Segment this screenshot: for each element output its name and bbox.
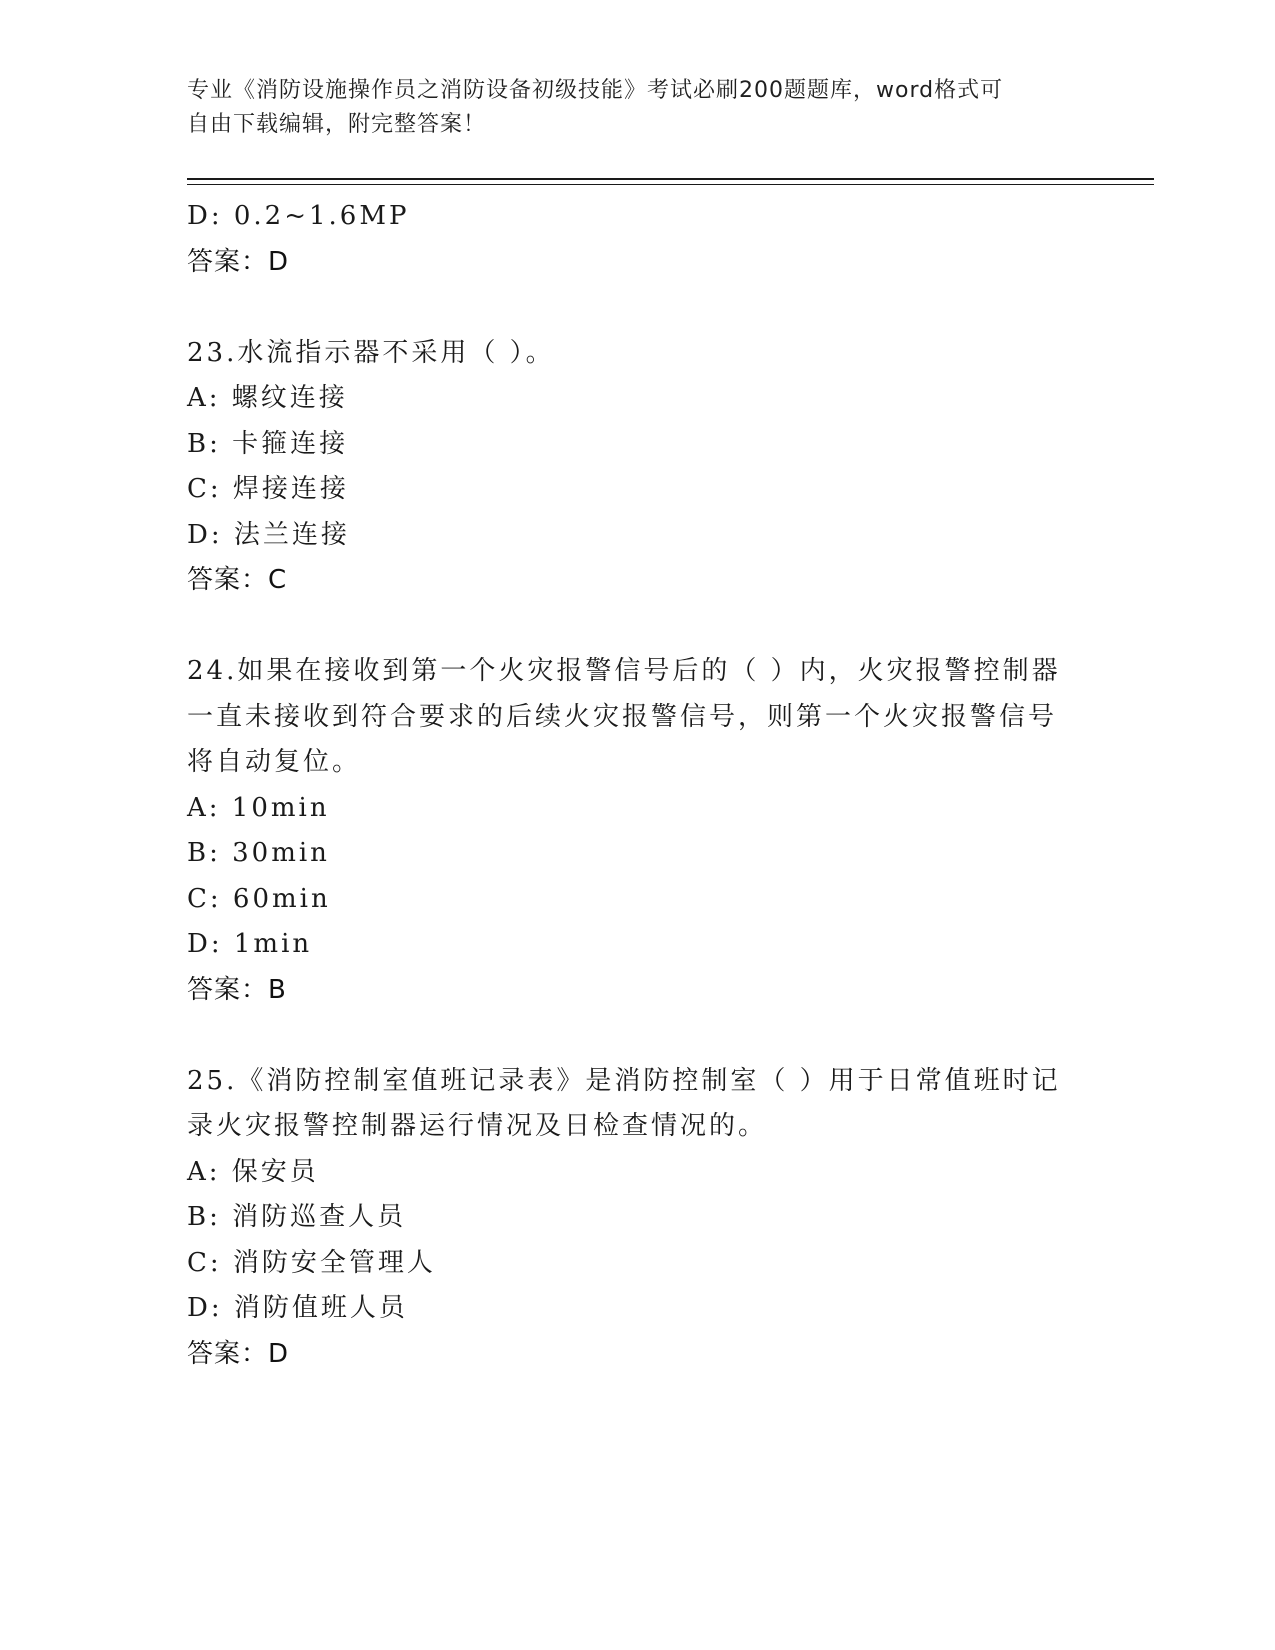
option-d: D: 法兰连接 [187,519,350,550]
question-list [187,194,1087,1377]
option-c: C: 消防安全管理人 [187,1247,436,1278]
question-23 [187,331,1087,604]
option-d: D: 0.2~1.6MP [187,201,410,231]
answer-label: 答案：C [187,565,288,595]
option-d: D: 1min [187,929,313,959]
question-stem: 23.水流指示器不采用（ ）。 [187,337,555,368]
option-c: C: 焊接连接 [187,474,349,504]
option-a: A: 保安员 [187,1156,319,1187]
option-b: B: 30min [187,838,330,868]
option-a: A: 10min [187,792,330,823]
answer-label: 答案：D [187,246,290,277]
question-stem-line-2: 一直未接收到符合要求的后续火灾报警信号，则第一个火灾报警信号 [187,701,1058,732]
question-stem-line-3: 将自动复位。 [187,747,362,777]
answer-label: 答案：B [187,974,287,1005]
question-stem-line-2: 录火灾报警控制器运行情况及日检查情况的。 [187,1111,768,1141]
question-25 [187,1059,1087,1378]
document-header [187,74,1087,142]
question-22 [187,194,1087,285]
header-line-2: 自由下载编辑，附完整答案！ [187,112,487,137]
question-stem-line-1: 24.如果在接收到第一个火灾报警信号后的（ ）内，火灾报警控制器 [187,656,1061,686]
spacer [187,1013,1087,1059]
header-divider-thin [187,184,1154,185]
option-a: A: 螺纹连接 [187,383,348,413]
option-b: B: 卡箍连接 [187,428,349,459]
header-line-1: 专业《消防设施操作员之消防设备初级技能》考试必刷200题题库，word格式可 [187,78,1004,103]
question-24 [187,649,1087,1013]
spacer [187,285,1087,331]
spacer [187,604,1087,650]
option-b: B: 消防巡查人员 [187,1202,407,1232]
question-stem-line-1: 25.《消防控制室值班记录表》是消防控制室（ ）用于日常值班时记 [187,1065,1061,1096]
option-d: D: 消防值班人员 [187,1293,408,1323]
header-divider-thick [187,178,1154,180]
option-c: C: 60min [187,883,331,914]
answer-label: 答案：D [187,1338,290,1369]
